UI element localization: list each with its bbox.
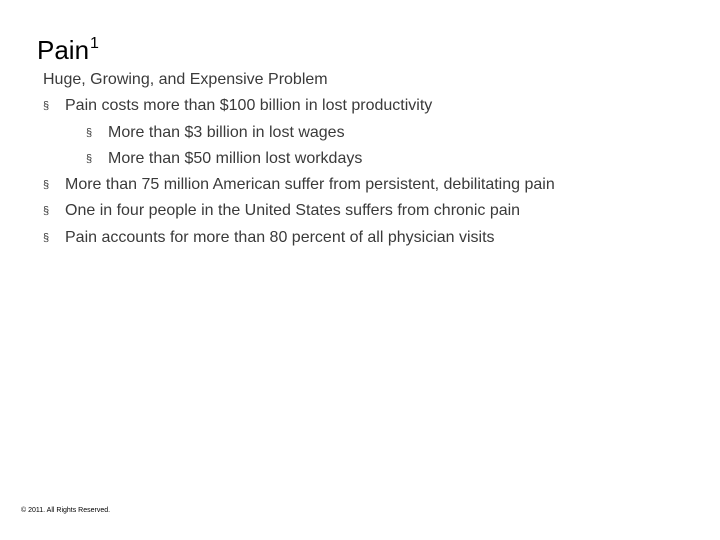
section-heading — [43, 67, 703, 93]
bullet-text: Pain accounts for more than 80 percent of all physician visits — [65, 228, 495, 246]
section-heading-text: Huge, Growing, and Expensive Problem — [43, 71, 328, 88]
title-footnote-marker: 1 — [90, 35, 99, 52]
sub-bullet-item — [43, 120, 703, 146]
slide-body — [43, 67, 703, 251]
bullet-icon: § — [43, 100, 50, 113]
bullet-text: More than $50 million lost workdays — [108, 149, 363, 167]
bullet-text: One in four people in the United States suffers from chronic pain — [65, 202, 521, 220]
bullet-item — [43, 225, 703, 251]
sub-bullet-item — [43, 146, 703, 172]
bullet-icon: § — [43, 231, 50, 244]
bullet-icon: § — [86, 152, 93, 165]
bullet-item — [43, 93, 703, 119]
bullet-item — [43, 172, 703, 198]
bullet-text: More than 75 million American suffer from persistent, debilitating pain — [65, 176, 555, 194]
bullet-text: More than $3 billion in lost wages — [108, 123, 345, 141]
bullet-item — [43, 198, 703, 224]
bullet-icon: § — [43, 179, 50, 192]
bullet-icon: § — [43, 205, 50, 218]
bullet-icon: § — [86, 126, 93, 139]
bullet-text: Pain costs more than $100 billion in lost productivity — [65, 97, 433, 115]
copyright-footer: © 2011. All Rights Reserved. — [21, 507, 111, 514]
slide-title — [37, 26, 99, 68]
slide-title-text: Pain — [37, 35, 90, 65]
